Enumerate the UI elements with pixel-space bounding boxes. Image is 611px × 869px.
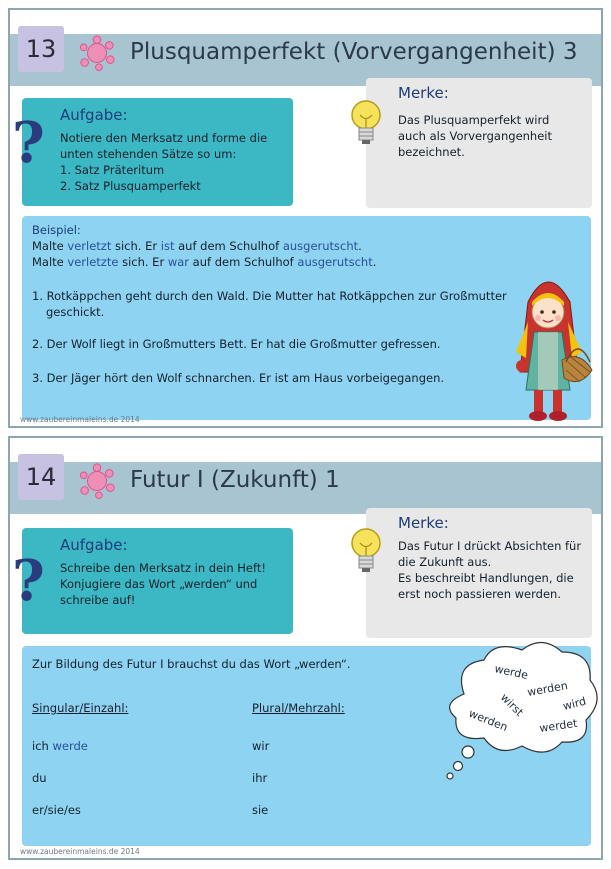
- plural-row-1: wir: [252, 739, 270, 753]
- singular-row-3: er/sie/es: [32, 803, 81, 817]
- cloud-word-3: werden: [526, 679, 569, 699]
- plural-header: Plural/Mehrzahl:: [252, 701, 345, 715]
- plural-row-3: sie: [252, 803, 269, 817]
- task-box: [22, 528, 293, 634]
- sentence-3: 3. Der Jäger hört den Wolf schnarchen. Er ist am Haus vorbeigegangen.: [32, 371, 445, 385]
- cloud-word-4: wird: [561, 694, 588, 713]
- singular-header: Singular/Einzahl:: [32, 701, 129, 715]
- singular-row-2: du: [32, 771, 47, 785]
- lightbulb-icon: [348, 98, 384, 148]
- example-past-perfect: Malte verletzte sich. Er war auf dem Schulhof ausgerutscht.: [32, 255, 377, 269]
- note-box: [366, 78, 592, 208]
- red-riding-hood-illustration: [498, 262, 598, 428]
- footer-url: www.zaubereinmaleins.de 2014: [20, 415, 140, 424]
- note-heading: Merke:: [398, 514, 449, 532]
- note-text: Das Futur I drückt Absichten für die Zukunft aus. Es beschreibt Handlungen, die erst noch passieren werden.: [398, 539, 582, 601]
- plural-row-2: ihr: [252, 771, 268, 785]
- note-heading: Merke:: [398, 84, 449, 102]
- cloud-word-5: werden: [466, 706, 510, 735]
- thought-cloud: [434, 634, 604, 784]
- question-mark-icon: ?: [12, 548, 45, 614]
- note-box: [366, 508, 592, 638]
- footer-url: www.zaubereinmaleins.de 2014: [20, 847, 140, 856]
- task-box: [22, 98, 293, 206]
- task-heading: Aufgabe:: [60, 106, 128, 124]
- example-present-perfect: Malte verletzt sich. Er ist auf dem Schulhof ausgerutscht.: [32, 239, 362, 253]
- lightbulb-icon: [348, 526, 384, 576]
- task-heading: Aufgabe:: [60, 536, 128, 554]
- cloud-word-2: wirst: [497, 690, 526, 719]
- cloud-word-6: werdet: [538, 716, 579, 735]
- sentence-1-continued: geschickt.: [46, 305, 105, 319]
- card-number: 13: [18, 26, 64, 72]
- question-mark-icon: ?: [12, 110, 45, 176]
- sentence-2: 2. Der Wolf liegt in Großmutters Bett. Er hat die Großmutter gefressen.: [32, 337, 441, 351]
- task-text: Notiere den Merksatz und forme die unten stehenden Sätze so um: 1. Satz Präteritum 2. Satz Plusquamperfekt: [60, 131, 268, 193]
- card-title: Plusquamperfekt (Vorvergangenheit) 3: [130, 39, 578, 65]
- intro-text: Zur Bildung des Futur I brauchst du das Wort „werden“.: [32, 657, 351, 671]
- task-text: Schreibe den Merksatz in dein Heft! Konjugiere das Wort „werden“ und schreibe auf!: [60, 561, 266, 607]
- note-text: Das Plusquamperfekt wird auch als Vorvergangenheit bezeichnet.: [398, 113, 553, 159]
- splat-icon: [78, 34, 116, 72]
- splat-icon: [78, 462, 116, 500]
- card-number: 14: [18, 454, 64, 500]
- card-title: Futur I (Zukunft) 1: [130, 467, 340, 493]
- cloud-word-1: werde: [493, 662, 530, 682]
- worksheet-card-14: [8, 436, 603, 860]
- sentence-1: 1. Rotkäppchen geht durch den Wald. Die Mutter hat Rotkäppchen zur Großmutter: [32, 289, 507, 303]
- example-heading: Beispiel:: [32, 223, 81, 237]
- worksheet-card-13: [8, 8, 603, 428]
- singular-row-1: ich werde: [32, 739, 88, 753]
